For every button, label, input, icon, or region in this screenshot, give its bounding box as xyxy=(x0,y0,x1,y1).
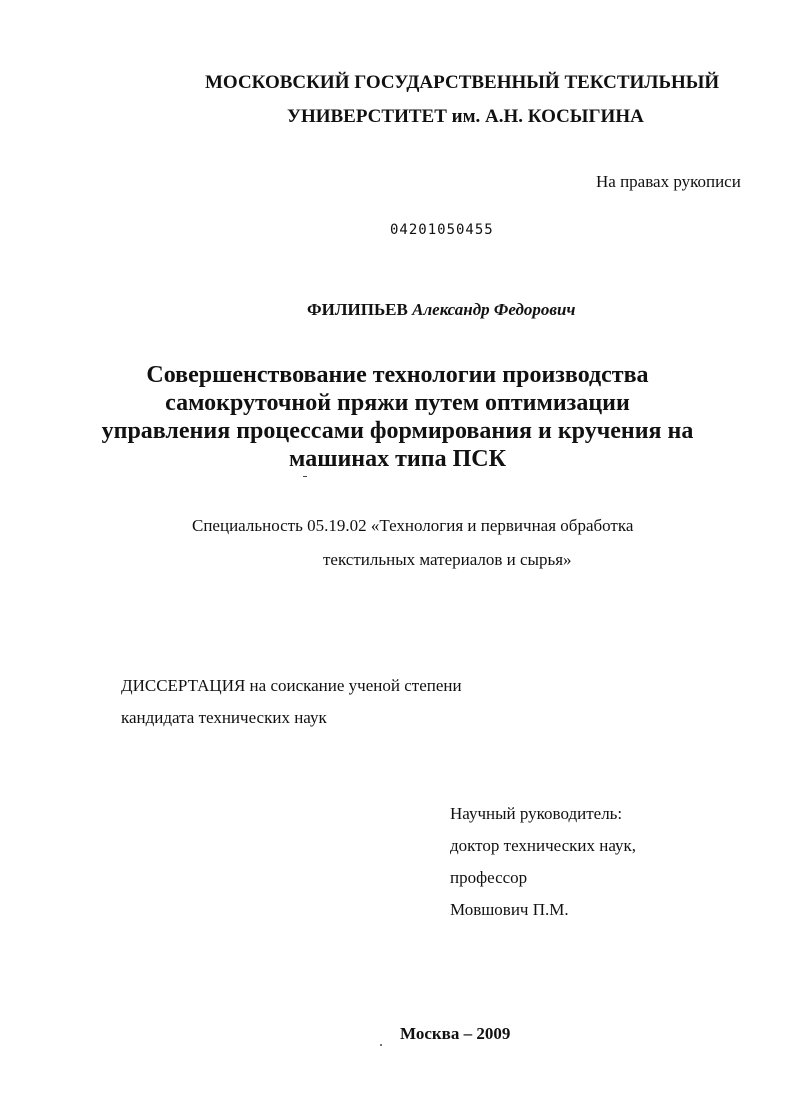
supervisor-label: Научный руководитель: xyxy=(450,804,623,823)
manuscript-rights-note: На правах рукописи xyxy=(596,172,741,191)
scan-speck xyxy=(380,1044,382,1046)
city-year: Москва – 2009 xyxy=(400,1024,511,1043)
stray-mark xyxy=(303,476,307,477)
dissertation-line2: кандидата технических наук xyxy=(121,708,327,727)
supervisor-degree: доктор технических наук, xyxy=(450,836,637,855)
university-name-line2: УНИВЕРСТИТЕТ им. А.Н. КОСЫГИНА xyxy=(287,106,644,127)
dissertation-line1: ДИССЕРТАЦИЯ на соискание ученой степени xyxy=(121,676,462,695)
supervisor-name: Мовшович П.М. xyxy=(450,900,569,919)
specialty-line2: текстильных материалов и сырья» xyxy=(323,550,572,569)
supervisor-rank: профессор xyxy=(450,868,528,887)
thesis-title: Совершенствование технологии производства самокруточной пряжи путем оптимизации управления процессами формирования и кручения на машинах типа ПСК xyxy=(101,362,694,472)
university-name-line1: МОСКОВСКИЙ ГОСУДАРСТВЕННЫЙ ТЕКСТИЛЬНЫЙ xyxy=(205,72,720,93)
author-name xyxy=(307,300,575,320)
registration-code: 04201050455 xyxy=(390,222,494,238)
author-surname: ФИЛИПЬЕВ xyxy=(307,300,408,319)
specialty-line1: Специальность 05.19.02 «Технология и первичная обработка xyxy=(192,516,634,535)
author-given-names: Александр Федорович xyxy=(412,300,576,319)
